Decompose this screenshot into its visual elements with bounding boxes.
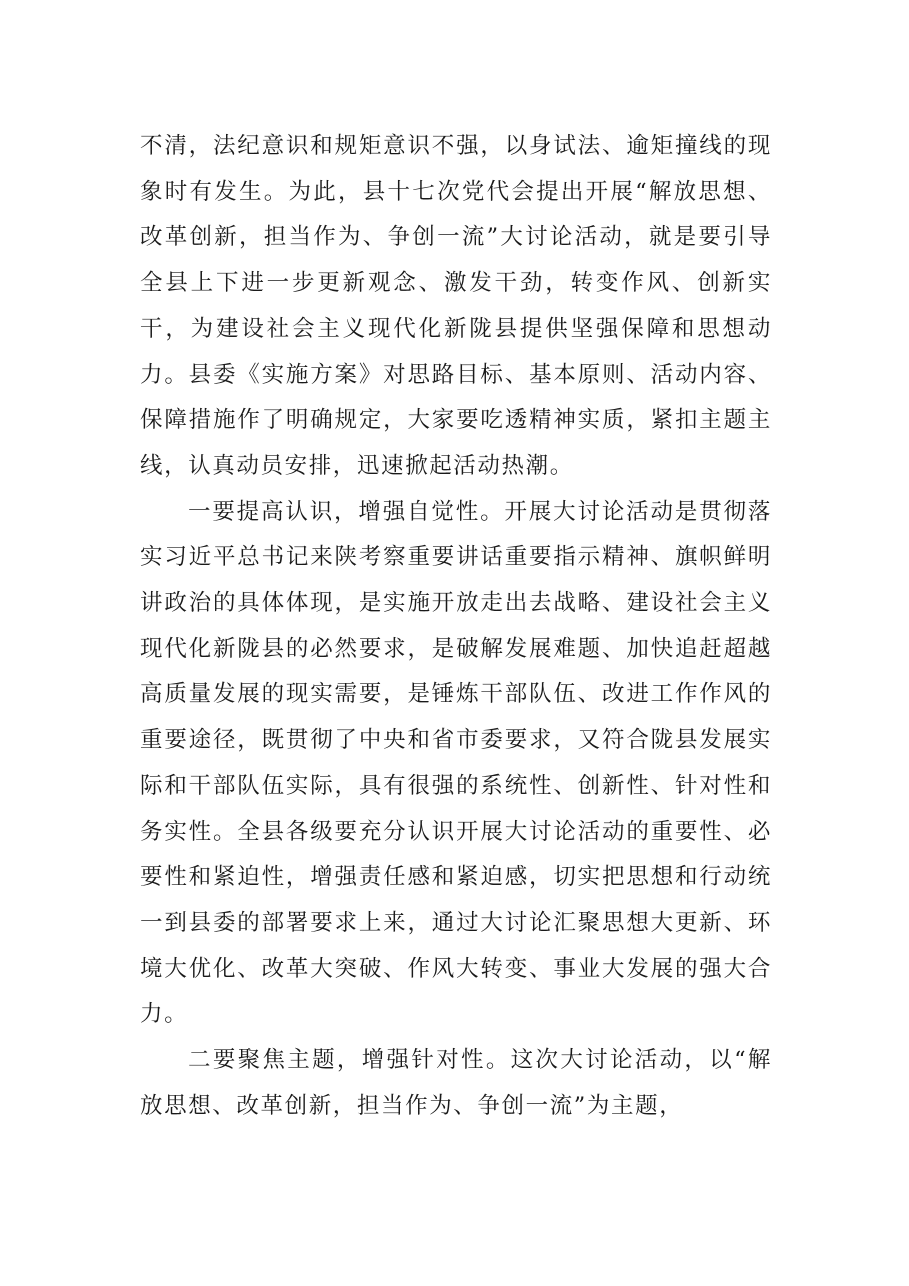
- document-body: [140, 124, 772, 1129]
- paragraph-continuation: 不清，法纪意识和规矩意识不强，以身试法、逾矩撞线的现象时有发生。为此，县十七次党代会提出开展“解放思想、改革创新，担当作为、争创一流”大讨论活动，就是要引导全县上下进一步更新观念、激发干劲，转变作风、创新实干，为建设社会主义现代化新陇县提供坚强保障和思想动力。县委《实施方案》对思路目标、基本原则、活动内容、保障措施作了明确规定，大家要吃透精神实质，紧扣主题主线，认真动员安排，迅速掀起活动热潮。: [140, 133, 772, 479]
- paragraph-point-one: 一要提高认识，增强自觉性。开展大讨论活动是贯彻落实习近平总书记来陕考察重要讲话重要指示精神、旗帜鲜明讲政治的具体体现，是实施开放走出去战略、建设社会主义现代化新陇县的必然要求，是破解发展难题、加快追赶超越高质量发展的现实需要，是锤炼干部队伍、改进工作作风的重要途径，既贯彻了中央和省市委要求，又符合陇县发展实际和干部队伍实际，具有很强的系统性、创新性、针对性和务实性。全县各级要充分认识开展大讨论活动的重要性、必要性和紧迫性，增强责任感和紧迫感，切实把思想和行动统一到县委的部署要求上来，通过大讨论汇聚思想大更新、环境大优化、改革大突破、作风大转变、事业大发展的强大合力。: [140, 498, 772, 1028]
- paragraph-point-two: 二要聚焦主题，增强针对性。这次大讨论活动，以“解放思想、改革创新，担当作为、争创一流”为主题，: [140, 1047, 772, 1119]
